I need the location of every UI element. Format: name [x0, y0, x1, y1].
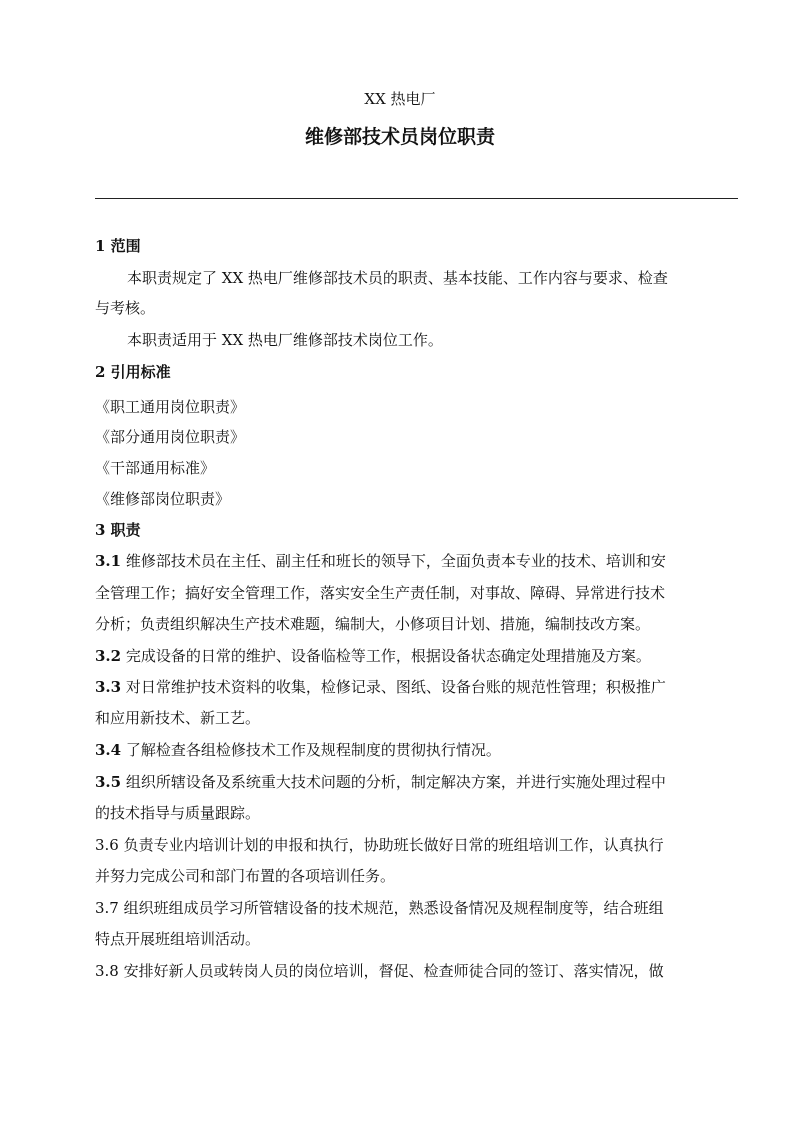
duty-text: 对日常维护技术资料的收集，检修记录、图纸、设备台账的规范性管理；积极推广	[121, 678, 666, 696]
duty-number: 3.4	[95, 741, 122, 759]
reference-item: 《干部通用标准》	[95, 459, 216, 477]
scope-paragraph-2: 本职责适用于 XX 热电厂维修部技术岗位工作。	[127, 331, 443, 349]
company-name: XX 热电厂	[364, 90, 436, 108]
duty-number: 3.5	[95, 773, 122, 791]
duty-3-7-line-2: 特点开展班组培训活动。	[95, 930, 261, 948]
reference-item: 《职工通用岗位职责》	[95, 398, 246, 416]
section-heading-scope: 1 范围	[95, 237, 141, 255]
duty-number: 3.3	[95, 678, 122, 696]
document-title: 维修部技术员岗位职责	[304, 126, 495, 148]
duty-3-5-line-1	[95, 772, 715, 792]
duty-text: 了解检查各组检修技术工作及规程制度的贯彻执行情况。	[121, 741, 501, 759]
reference-item: 《部分通用岗位职责》	[95, 428, 246, 446]
section-heading-references: 2 引用标准	[95, 363, 171, 381]
duty-text: 维修部技术员在主任、副主任和班长的领导下，全面负责本专业的技术、培训和安	[121, 552, 666, 570]
duty-3-1-line-3: 分析；负责组织解决生产技术难题，编制大，小修项目计划、措施，编制技改方案。	[95, 615, 651, 633]
scope-paragraph-1-line-2: 与考核。	[95, 299, 156, 317]
duty-3-6-line-1: 3.6 负责专业内培训计划的申报和执行，协助班长做好日常的班组培训工作，认真执行	[95, 836, 664, 854]
duty-text: 完成设备的日常的维护、设备临检等工作，根据设备状态确定处理措施及方案。	[121, 647, 651, 665]
duty-3-5-line-2: 的技术指导与质量跟踪。	[95, 804, 261, 822]
duty-3-7-line-1: 3.7 组织班组成员学习所管辖设备的技术规范，熟悉设备情况及规程制度等，结合班组	[95, 899, 664, 917]
header-divider	[95, 198, 738, 199]
duty-3-2-line-1	[95, 646, 715, 666]
duty-text: 组织所辖设备及系统重大技术问题的分析，制定解决方案，并进行实施处理过程中	[121, 773, 666, 791]
duty-3-4-line-1	[95, 740, 715, 760]
duty-number: 3.1	[95, 552, 122, 570]
reference-item: 《维修部岗位职责》	[95, 490, 231, 508]
duty-3-8-line-1: 3.8 安排好新人员或转岗人员的岗位培训，督促、检查师徒合同的签订、落实情况，做	[95, 962, 664, 980]
scope-paragraph-1-line-1: 本职责规定了 XX 热电厂维修部技术员的职责、基本技能、工作内容与要求、检查	[127, 269, 668, 287]
section-heading-duties: 3 职责	[95, 521, 141, 539]
duty-3-3-line-1	[95, 677, 715, 697]
duty-number: 3.2	[95, 647, 122, 665]
duty-3-6-line-2: 并努力完成公司和部门布置的各项培训任务。	[95, 867, 396, 885]
duty-3-3-line-2: 和应用新技术、新工艺。	[95, 709, 261, 727]
duty-3-1-line-1	[95, 551, 715, 571]
duty-3-1-line-2: 全管理工作；搞好安全管理工作，落实安全生产责任制，对事故、障碍、异常进行技术	[95, 584, 666, 602]
